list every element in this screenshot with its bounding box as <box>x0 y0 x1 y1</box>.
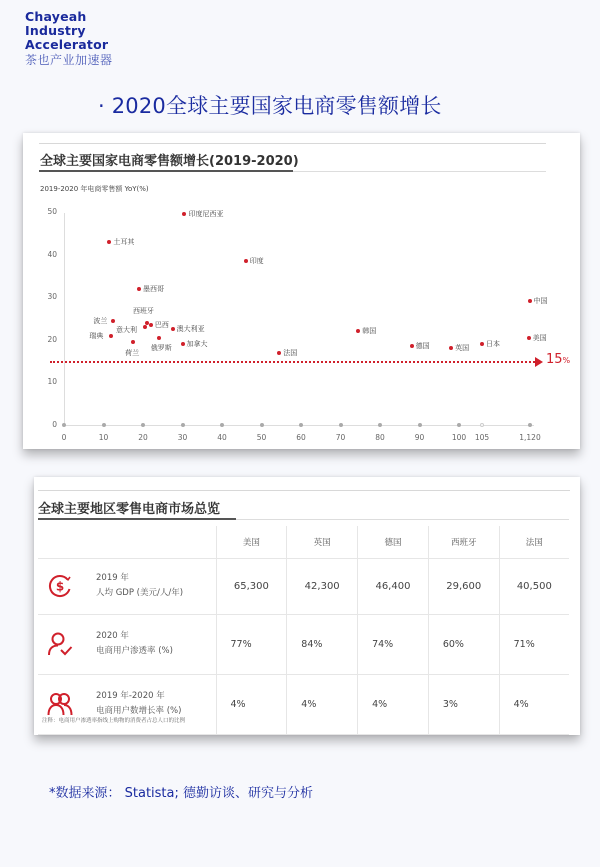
table-row <box>38 674 569 734</box>
header-blank <box>38 526 216 558</box>
data-point <box>157 336 161 340</box>
data-point-label: 意大利 <box>115 326 137 335</box>
data-point-label: 澳大利亚 <box>176 325 205 334</box>
data-point <box>449 346 453 350</box>
x-tick-marker <box>181 423 185 427</box>
data-point-label: 美国 <box>532 333 547 342</box>
x-tick-label: 70 <box>335 433 346 442</box>
x-tick-label: 80 <box>375 433 385 442</box>
x-tick-label: 60 <box>296 433 306 442</box>
row-label-cell <box>38 558 216 614</box>
x-tick-label: 40 <box>217 433 227 442</box>
data-point <box>527 336 531 340</box>
scatter-chart-card <box>23 133 580 449</box>
row-label-line-2: 人均 GDP (美元/人/年) <box>96 588 184 598</box>
data-point <box>111 319 115 323</box>
data-point <box>181 342 185 346</box>
table-cell: 40,500 <box>499 558 569 614</box>
y-tick-label: 30 <box>47 292 57 302</box>
data-point <box>149 323 153 327</box>
table-cell: 46,400 <box>358 558 429 614</box>
row-label-line-2: 电商用户数增长率 (%) <box>96 706 182 716</box>
data-point <box>143 325 147 329</box>
row-label-cell <box>38 674 216 734</box>
y-tick-label: 20 <box>47 334 57 344</box>
data-point <box>410 344 414 348</box>
row-label-line-1: 2019 年-2020 年 <box>96 691 165 701</box>
table-cell: 29,600 <box>428 558 499 614</box>
table-cell: 4% <box>287 674 358 734</box>
users-icon <box>46 690 74 718</box>
divider <box>38 490 570 491</box>
data-point-label: 中国 <box>533 297 548 306</box>
table-cell: 77% <box>216 614 287 674</box>
row-label-line-1: 2020 年 <box>96 631 129 641</box>
x-tick-marker <box>299 423 303 427</box>
table-cell: 4% <box>358 674 429 734</box>
threshold-line <box>50 361 538 363</box>
data-point-label: 印度尼西亚 <box>188 210 224 219</box>
data-point <box>277 351 281 355</box>
user-check-icon <box>46 630 74 658</box>
data-point <box>171 327 175 331</box>
column-header: 德国 <box>358 526 429 558</box>
data-point-label: 墨西哥 <box>143 284 165 293</box>
table-header-row <box>38 526 569 558</box>
column-header: 美国 <box>216 526 287 558</box>
table-cell: 60% <box>428 614 499 674</box>
data-point-label: 加拿大 <box>186 340 208 349</box>
svg-text:$: $ <box>55 579 65 594</box>
data-point <box>244 259 248 263</box>
data-point-label: 俄罗斯 <box>150 343 172 352</box>
arrow-right-icon <box>535 357 543 367</box>
y-tick-label: 0 <box>52 420 57 429</box>
table-cell: 3% <box>428 674 499 734</box>
x-tick-label: 100 <box>451 433 467 442</box>
column-header: 西班牙 <box>428 526 499 558</box>
table-cell: 4% <box>216 674 287 734</box>
brand-name-line-1: Chayeah <box>25 9 87 24</box>
data-point-label: 英国 <box>455 344 470 353</box>
table-title: 全球主要地区零售电商市场总览 <box>38 502 221 517</box>
data-point <box>131 340 135 344</box>
table-cell: 4% <box>499 674 569 734</box>
x-tick-label: 10 <box>98 433 109 442</box>
page-title: · 2020全球主要国家电商零售额增长 <box>98 94 442 118</box>
row-label-line-2: 电商用户渗透率 (%) <box>96 646 173 656</box>
data-point-label: 土耳其 <box>113 237 135 246</box>
y-axis <box>64 213 65 425</box>
x-tick-marker <box>457 423 461 427</box>
x-tick-label: 0 <box>61 433 67 442</box>
y-axis-title: 2019-2020 年电商零售额 YoY(%) <box>40 185 149 193</box>
table-row <box>38 614 569 674</box>
x-tick-marker <box>62 423 66 427</box>
table-cell: 74% <box>358 614 429 674</box>
table-cell: 42,300 <box>287 558 358 614</box>
data-point <box>109 334 113 338</box>
title-underline <box>38 518 236 520</box>
market-overview-card <box>34 477 580 735</box>
x-tick-label: 30 <box>177 433 188 442</box>
data-point-label: 荷兰 <box>125 348 140 357</box>
table-row <box>38 558 569 614</box>
x-tick-label: 90 <box>414 433 425 442</box>
data-point-label: 法国 <box>283 348 298 357</box>
x-tick-marker <box>480 423 484 427</box>
y-tick-label: 50 <box>47 207 57 216</box>
scatter-plot <box>23 133 580 449</box>
x-tick-marker <box>339 423 343 427</box>
table-cell: 71% <box>499 614 569 674</box>
table-footnote: 注释：电商用户渗透率指线上购物的消费者占总人口的比例 <box>42 718 186 724</box>
data-point-label: 韩国 <box>362 327 377 336</box>
data-point-label: 巴西 <box>154 320 169 329</box>
x-tick-label: 1,120 <box>519 433 541 442</box>
table-cell: 84% <box>287 614 358 674</box>
brand-name-line-2: Industry <box>25 23 86 38</box>
x-tick-label: 105 <box>474 433 490 442</box>
chart-title: 全球主要国家电商零售额增长(2019-2020) <box>40 154 299 169</box>
y-tick-label: 10 <box>47 377 57 387</box>
data-point <box>480 342 484 346</box>
data-point-label: 西班牙 <box>132 306 154 315</box>
data-source-note: *数据来源： Statista; 德勤访谈、研究与分析 <box>49 786 314 801</box>
data-point-label: 印度 <box>249 256 264 265</box>
column-header: 法国 <box>499 526 569 558</box>
x-tick-marker <box>141 423 145 427</box>
threshold-value: 15 <box>546 352 563 367</box>
x-tick-marker <box>102 423 106 427</box>
brand-name-cn: 茶也产业加速器 <box>25 53 113 67</box>
data-point <box>356 329 360 333</box>
row-label-line-1: 2019 年 <box>96 573 129 583</box>
data-point-label: 瑞典 <box>89 331 104 340</box>
x-tick-label: 20 <box>138 433 148 442</box>
brand-logo <box>25 10 135 68</box>
dollar-circle-icon <box>46 572 74 600</box>
column-header: 英国 <box>287 526 358 558</box>
data-point-label: 德国 <box>415 342 430 351</box>
market-overview-table <box>38 526 569 735</box>
x-tick-label: 50 <box>256 433 267 442</box>
y-tick-label: 40 <box>47 249 57 259</box>
x-tick-marker <box>220 423 224 427</box>
table-cell: 65,300 <box>216 558 287 614</box>
threshold-unit: % <box>562 356 571 365</box>
data-point <box>528 299 532 303</box>
x-tick-marker <box>528 423 532 427</box>
x-tick-marker <box>260 423 264 427</box>
row-label-cell <box>38 614 216 674</box>
x-tick-marker <box>378 423 382 427</box>
data-point-label: 波兰 <box>93 316 108 325</box>
threshold-label <box>546 352 570 367</box>
brand-name-line-3: Accelerator <box>25 37 109 52</box>
data-point <box>182 212 186 216</box>
data-point-label: 日本 <box>486 340 500 349</box>
data-point <box>107 240 111 244</box>
data-point <box>137 287 141 291</box>
x-tick-marker <box>418 423 422 427</box>
